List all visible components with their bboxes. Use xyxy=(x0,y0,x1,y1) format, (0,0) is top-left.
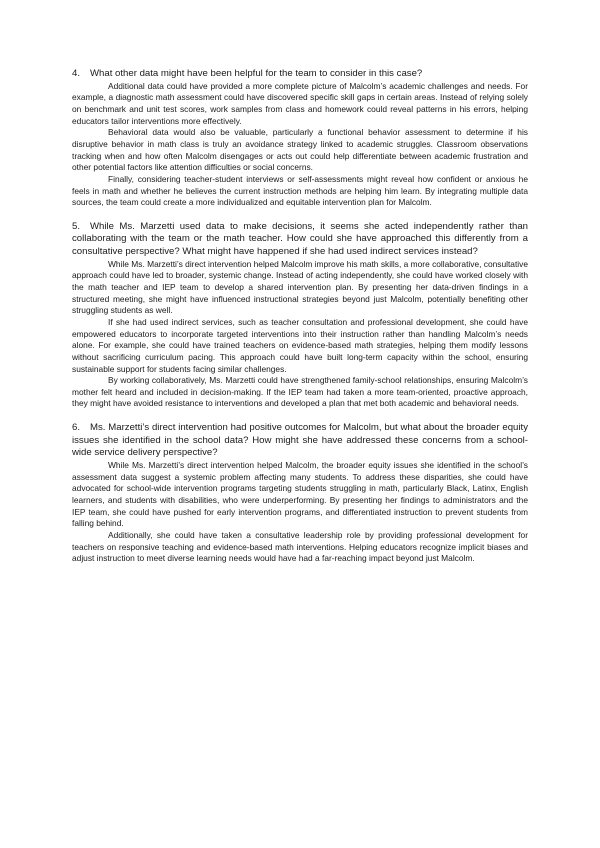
answer-paragraph: Behavioral data would also be valuable, particularly a functional behavior assessment to determine if his disruptive behavior in math class is truly an avoidance strategy linked to academic struggles. Classroom observations tracking when and how often Malcolm disengages or acts out could help differentiate between academic frustration and other potential factors like attention difficulties or social concerns. xyxy=(72,127,528,173)
question-number: 4. xyxy=(72,68,81,79)
document-page xyxy=(72,68,528,565)
section-question-4 xyxy=(72,68,528,209)
answer-paragraph: Additional data could have provided a more complete picture of Malcolm’s academic challenges and needs. For example, a diagnostic math assessment could have discovered specific skill gaps in certain areas. Instead of relying solely on benchmark and unit test scores, work samples from class and homework could reveal patterns in his errors, helping educators tailor interventions more effectively. xyxy=(72,80,528,126)
question-text: While Ms. Marzetti used data to make decisions, it seems she acted independently rather than collaborating with the team or the math teacher. How could she have approached this differently from a consultative perspective? What might have happened if she had used indirect services instead? xyxy=(72,220,528,257)
question-number: 6. xyxy=(72,422,81,434)
question-heading xyxy=(72,422,528,460)
answer-paragraph: If she had used indirect services, such as teacher consultation and professional development, she could have empowered educators to incorporate targeted interventions into their instruction rather than handling Malcolm’s needs alone. For example, she could have trained teachers on evidence-based math strategies, helping them modify lessons without sacrificing curriculum pacing. This approach could have built long-term capacity within the school, ensuring sustainable support for students facing similar challenges. xyxy=(72,316,528,374)
answer-paragraph: By working collaboratively, Ms. Marzetti could have strengthened family-school relationships, ensuring Malcolm’s mother felt heard and included in decision-making. If the IEP team had taken a more team-oriented, proactive approach, they might have avoided resistance to interventions and developed a plan that met both academic and behavioral needs. xyxy=(72,375,528,409)
question-text: Ms. Marzetti’s direct intervention had positive outcomes for Malcolm, but what about the broader equity issues she identified in the school data? How might she have addressed these concerns from a school-wide service delivery perspective? xyxy=(72,422,528,459)
section-question-6 xyxy=(72,422,528,565)
answer-paragraph: Finally, considering teacher-student interviews or self-assessments might reveal how confident or anxious he feels in math and whether he believes the current instruction methods are helping him learn. By integrating multiple data sources, the team could create a more individualized and equitable intervention plan for Malcolm. xyxy=(72,173,528,208)
answer-paragraph: While Ms. Marzetti’s direct intervention helped Malcolm, the broader equity issues she identified in the school’s assessment data suggest a systemic problem affecting many students. To address these disparities, she could have advocated for school-wide intervention programs targeting students struggling in math, particularly Black, Latinx, English learners, and students with disabilities, who were underperforming. By presenting her findings to administrators and the IEP team, she could have pushed for early intervention programs, and differentiated instruction to prevent students from falling behind. xyxy=(72,459,528,529)
answer-paragraph: Additionally, she could have taken a consultative leadership role by providing professional development for teachers on responsive teaching and evidence-based math interventions. Helping educators recognize implicit biases and adjust instruction to meet diverse learning needs would have had a far-reaching impact beyond just Malcolm. xyxy=(72,529,528,564)
question-number: 5. xyxy=(72,220,81,232)
question-text: What other data might have been helpful for the team to consider in this case? xyxy=(90,68,423,79)
question-heading xyxy=(72,68,528,81)
section-question-5 xyxy=(72,221,528,410)
question-heading xyxy=(72,221,528,259)
answer-paragraph: While Ms. Marzetti’s direct intervention helped Malcolm improve his math skills, a more collaborative, consultative approach could have led to broader, systemic change. Instead of acting independently, she could have worked closely with the math teacher and IEP team to develop a shared intervention plan. By presenting her data-driven findings in a structured meeting, she might have influenced instructional strategies beyond just Malcolm, potentially benefiting other struggling students as well. xyxy=(72,258,528,316)
